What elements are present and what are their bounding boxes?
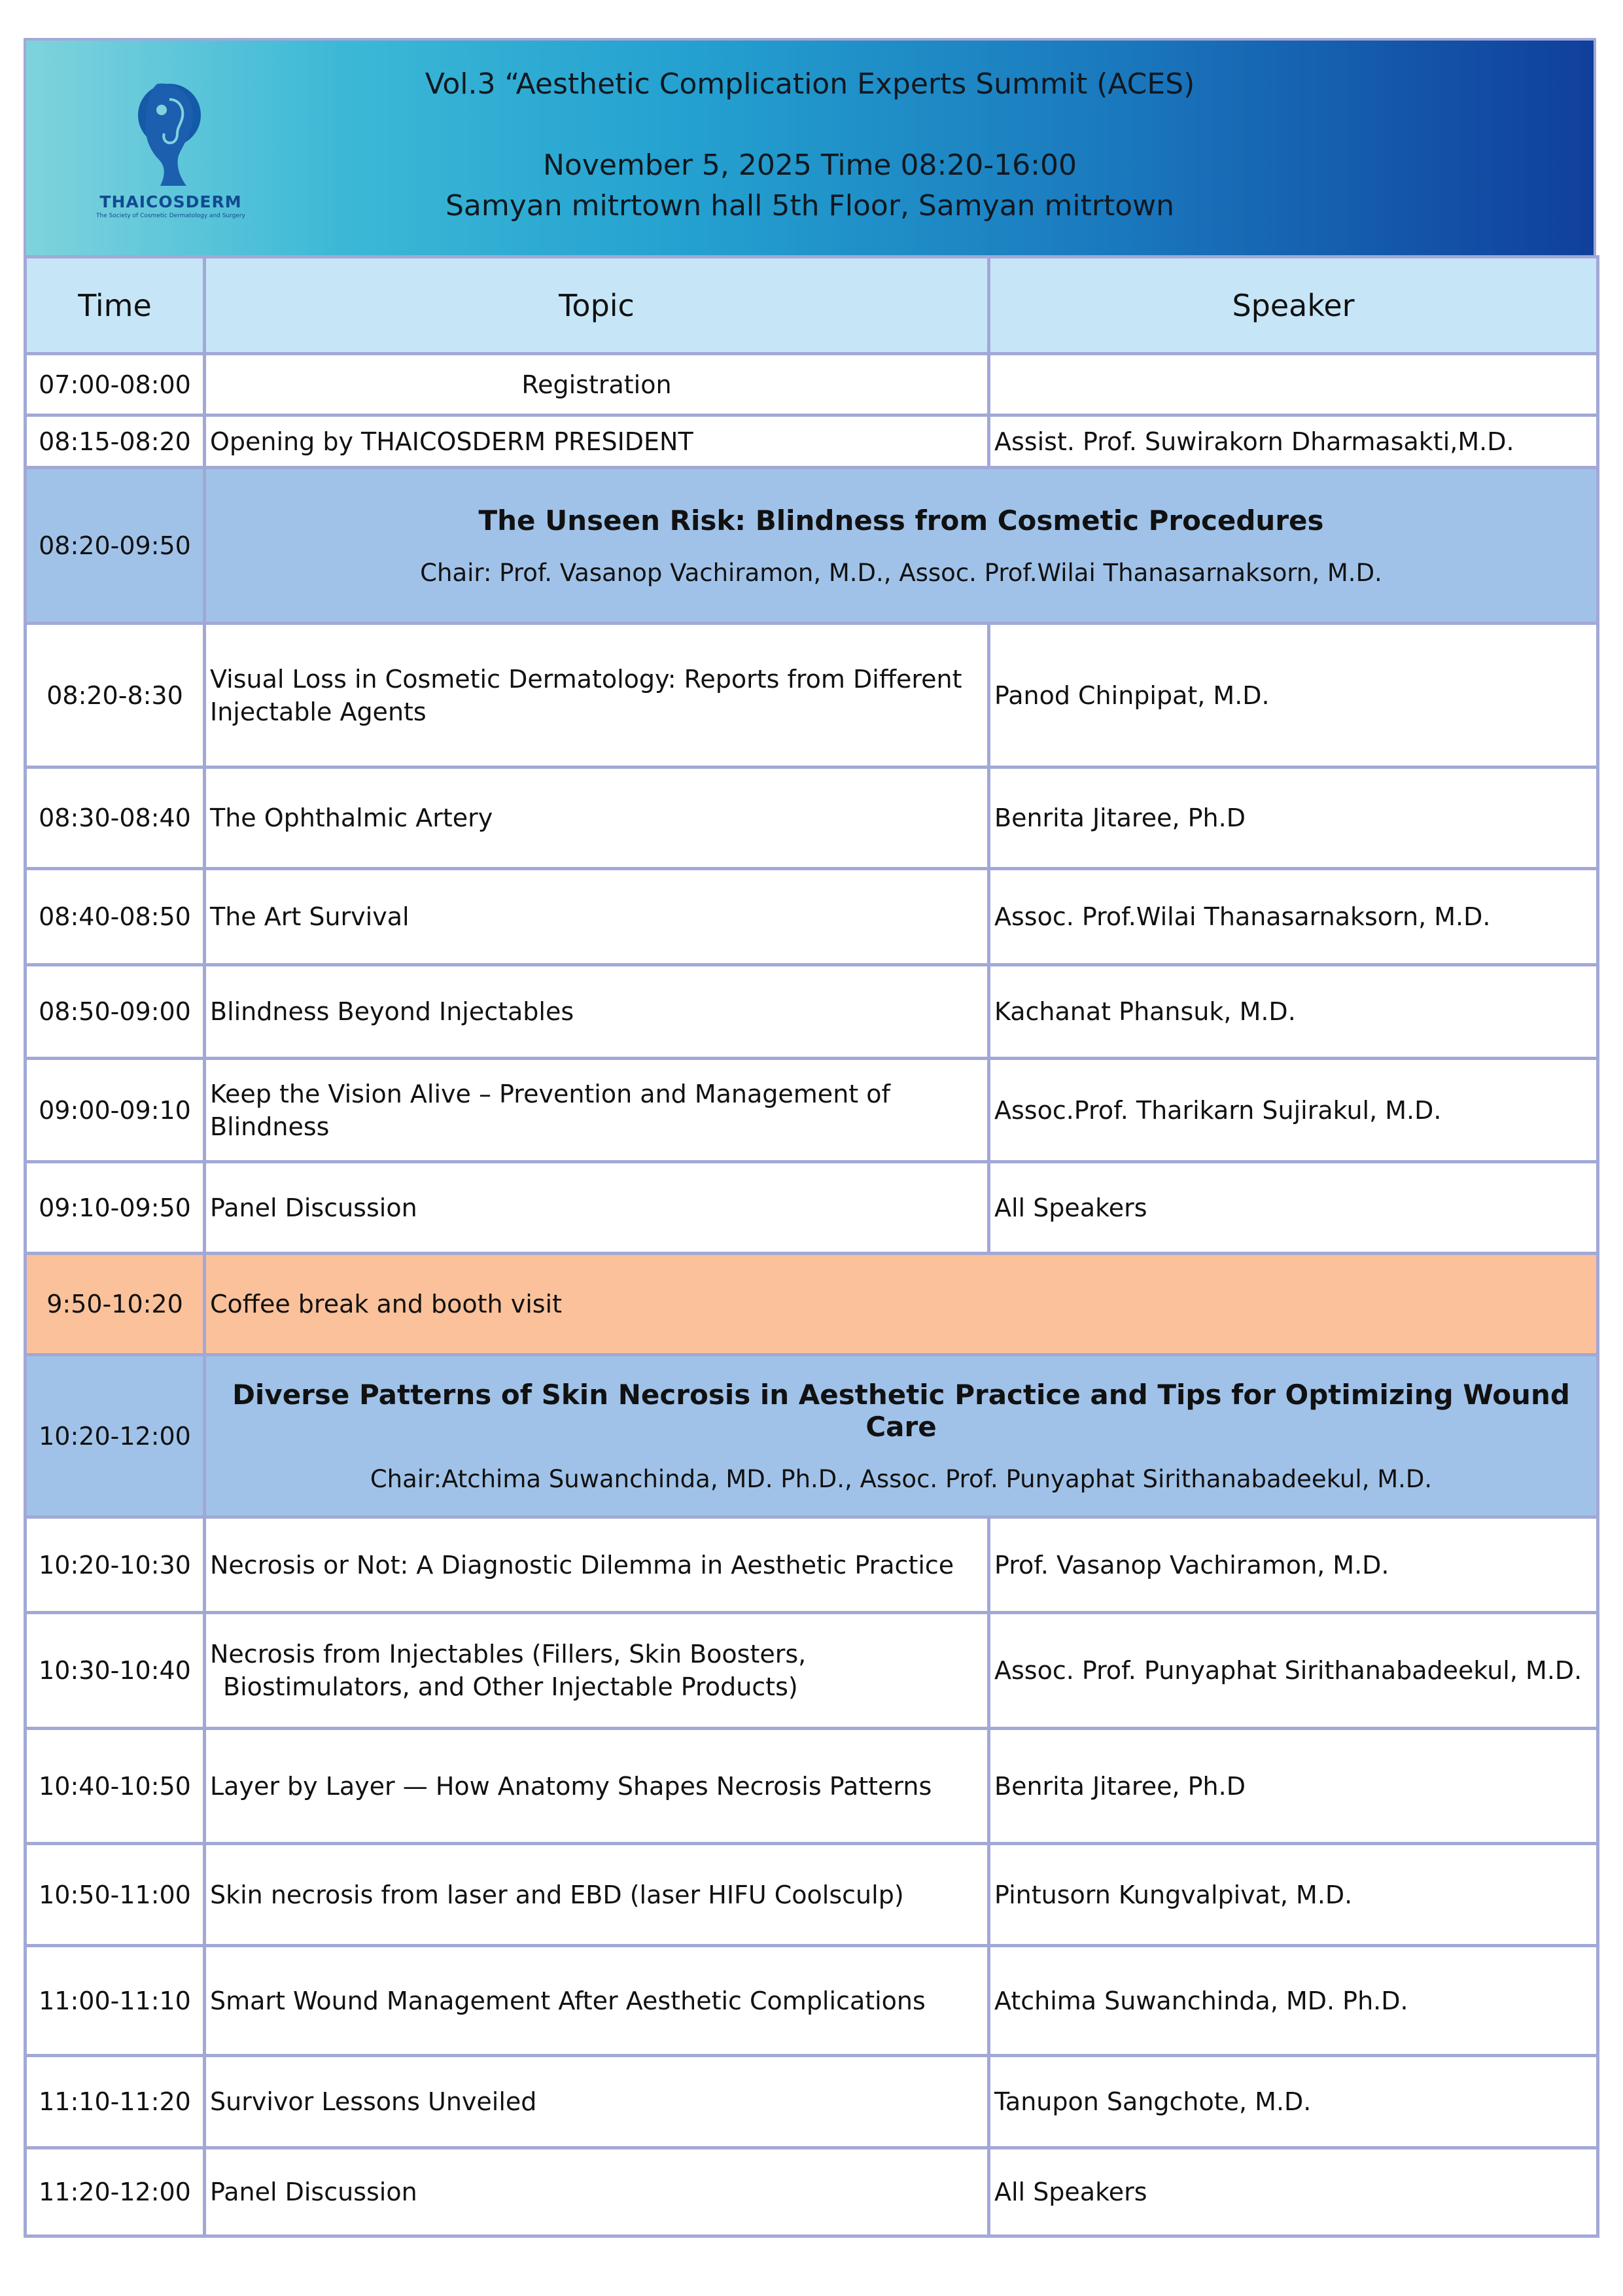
time-cell: 11:20-12:00 bbox=[26, 2148, 205, 2236]
topic-cell: Blindness Beyond Injectables bbox=[205, 965, 989, 1059]
speaker-cell: Benrita Jitaree, Ph.D bbox=[989, 768, 1598, 869]
topic-cell bbox=[205, 1059, 989, 1162]
speaker-cell: Assoc. Prof.Wilai Thanasarnaksorn, M.D. bbox=[989, 869, 1598, 965]
topic-cell: Necrosis or Not: A Diagnostic Dilemma in Aesthetic Practice bbox=[205, 1517, 989, 1613]
agenda-table bbox=[24, 255, 1599, 2238]
logo-subtitle: The Society of Cosmetic Dermatology and Surgery bbox=[96, 213, 245, 219]
session-title: Diverse Patterns of Skin Necrosis in Aesthetic Practice and Tips for Optimizing Wound Care bbox=[232, 1379, 1570, 1443]
event-venue: Samyan mitrtown hall 5th Floor, Samyan mitrtown bbox=[445, 189, 1175, 222]
speaker-cell: All Speakers bbox=[989, 2148, 1598, 2236]
time-cell: 08:50-09:00 bbox=[26, 965, 205, 1059]
speaker-cell: Assoc. Prof. Punyaphat Sirithanabadeekul, M.D. bbox=[989, 1613, 1598, 1729]
table-row bbox=[26, 1613, 1598, 1729]
event-info bbox=[26, 64, 1594, 226]
session-info-cell bbox=[205, 1355, 1598, 1517]
time-cell: 08:15-08:20 bbox=[26, 415, 205, 468]
speaker-cell: Panod Chinpipat, M.D. bbox=[989, 624, 1598, 768]
topic-cell: Registration bbox=[205, 354, 989, 415]
topic-cell: The Ophthalmic Artery bbox=[205, 768, 989, 869]
session-chair: Chair: Prof. Vasanop Vachiramon, M.D., Assoc. Prof.Wilai Thanasarnaksorn, M.D. bbox=[420, 558, 1382, 587]
speaker-cell: Pintusorn Kungvalpivat, M.D. bbox=[989, 1844, 1598, 1946]
table-row bbox=[26, 768, 1598, 869]
time-cell: 11:00-11:10 bbox=[26, 1946, 205, 2056]
table-row bbox=[26, 869, 1598, 965]
break-label-cell: Coffee break and booth visit bbox=[205, 1254, 1598, 1355]
speaker-cell: Tanupon Sangchote, M.D. bbox=[989, 2056, 1598, 2148]
topic-line: Necrosis from Injectables (Fillers, Skin Boosters, bbox=[210, 1640, 807, 1669]
table-row bbox=[26, 1729, 1598, 1844]
time-cell: 09:10-09:50 bbox=[26, 1162, 205, 1254]
topic-line: Blindness bbox=[210, 1112, 330, 1141]
topic-cell: Panel Discussion bbox=[205, 1162, 989, 1254]
topic-cell bbox=[205, 1613, 989, 1729]
topic-cell: Skin necrosis from laser and EBD (laser HIFU Coolsculp) bbox=[205, 1844, 989, 1946]
speaker-cell: Atchima Suwanchinda, MD. Ph.D. bbox=[989, 1946, 1598, 2056]
time-cell: 07:00-08:00 bbox=[26, 354, 205, 415]
header-banner bbox=[24, 38, 1596, 255]
table-row bbox=[26, 965, 1598, 1059]
time-cell: 10:40-10:50 bbox=[26, 1729, 205, 1844]
topic-cell: The Art Survival bbox=[205, 869, 989, 965]
speaker-cell: Kachanat Phansuk, M.D. bbox=[989, 965, 1598, 1059]
time-cell: 11:10-11:20 bbox=[26, 2056, 205, 2148]
logo-wordmark: THAICOSDERM bbox=[99, 192, 242, 211]
time-cell: 10:50-11:00 bbox=[26, 1844, 205, 1946]
table-row bbox=[26, 415, 1598, 468]
session-header-row bbox=[26, 468, 1598, 624]
topic-line: Biostimulators, and Other Injectable Products) bbox=[223, 1672, 798, 1701]
topic-cell: Panel Discussion bbox=[205, 2148, 989, 2236]
topic-cell: Layer by Layer — How Anatomy Shapes Necrosis Patterns bbox=[205, 1729, 989, 1844]
session-header-row bbox=[26, 1355, 1598, 1517]
agenda-sheet bbox=[24, 38, 1596, 2238]
time-cell: 10:30-10:40 bbox=[26, 1613, 205, 1729]
table-row bbox=[26, 354, 1598, 415]
speaker-cell: All Speakers bbox=[989, 1162, 1598, 1254]
column-header-speaker: Speaker bbox=[989, 257, 1598, 354]
time-cell: 09:00-09:10 bbox=[26, 1059, 205, 1162]
column-header-topic: Topic bbox=[205, 257, 989, 354]
session-chair: Chair:Atchima Suwanchinda, MD. Ph.D., Assoc. Prof. Punyaphat Sirithanabadeekul, M.D. bbox=[370, 1465, 1433, 1493]
session-info-cell bbox=[205, 468, 1598, 624]
table-row bbox=[26, 1946, 1598, 2056]
speaker-cell: Assoc.Prof. Tharikarn Sujirakul, M.D. bbox=[989, 1059, 1598, 1162]
time-cell: 10:20-10:30 bbox=[26, 1517, 205, 1613]
event-date-time: November 5, 2025 Time 08:20-16:00 bbox=[543, 149, 1077, 182]
topic-cell: Survivor Lessons Unveiled bbox=[205, 2056, 989, 2148]
time-cell: 08:30-08:40 bbox=[26, 768, 205, 869]
column-header-time: Time bbox=[26, 257, 205, 354]
session-title: The Unseen Risk: Blindness from Cosmetic Procedures bbox=[478, 504, 1324, 537]
topic-line: Injectable Agents bbox=[210, 697, 427, 726]
table-row bbox=[26, 1162, 1598, 1254]
table-row bbox=[26, 1517, 1598, 1613]
session-time-cell: 08:20-09:50 bbox=[26, 468, 205, 624]
topic-line: Keep the Vision Alive – Prevention and Management of bbox=[210, 1079, 890, 1108]
topic-cell: Opening by THAICOSDERM PRESIDENT bbox=[205, 415, 989, 468]
break-time-cell: 9:50-10:20 bbox=[26, 1254, 205, 1355]
speaker-cell bbox=[989, 354, 1598, 415]
topic-line: Visual Loss in Cosmetic Dermatology: Reports from Different bbox=[210, 664, 962, 694]
time-cell: 08:20-8:30 bbox=[26, 624, 205, 768]
speaker-cell: Prof. Vasanop Vachiramon, M.D. bbox=[989, 1517, 1598, 1613]
table-row bbox=[26, 1844, 1598, 1946]
table-row bbox=[26, 1059, 1598, 1162]
table-row bbox=[26, 2056, 1598, 2148]
speaker-cell: Benrita Jitaree, Ph.D bbox=[989, 1729, 1598, 1844]
break-row bbox=[26, 1254, 1598, 1355]
time-cell: 08:40-08:50 bbox=[26, 869, 205, 965]
table-row bbox=[26, 2148, 1598, 2236]
speaker-cell: Assist. Prof. Suwirakorn Dharmasakti,M.D. bbox=[989, 415, 1598, 468]
header-row bbox=[26, 257, 1598, 354]
table-row bbox=[26, 624, 1598, 768]
session-time-cell: 10:20-12:00 bbox=[26, 1355, 205, 1517]
event-title: Vol.3 “Aesthetic Complication Experts Summit (ACES) bbox=[425, 67, 1195, 101]
topic-cell: Smart Wound Management After Aesthetic Complications bbox=[205, 1946, 989, 2056]
topic-cell bbox=[205, 624, 989, 768]
